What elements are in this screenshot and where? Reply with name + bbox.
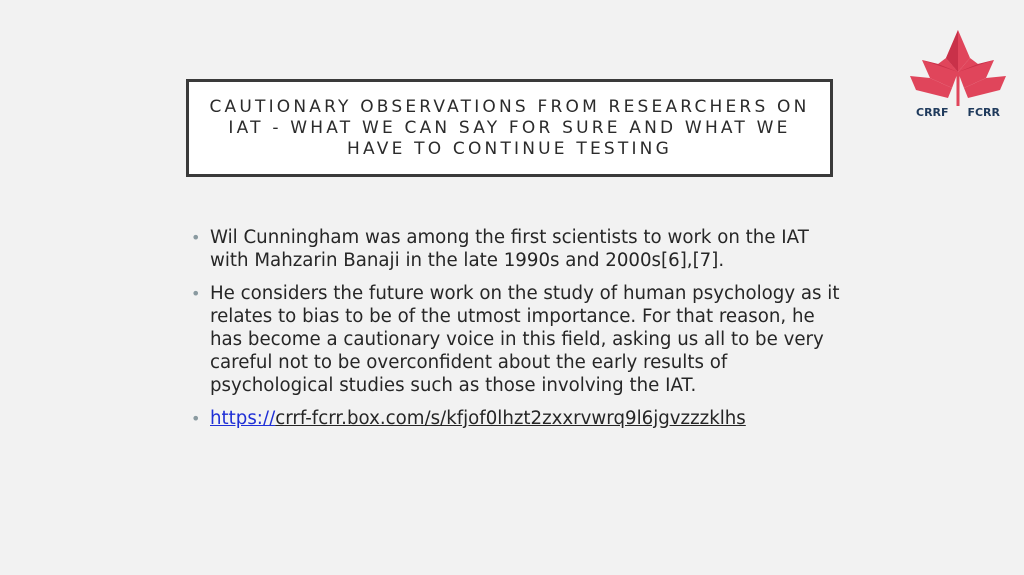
bullet-icon: • xyxy=(191,284,201,303)
logo-right-text: FCRR xyxy=(967,106,1000,119)
maple-leaf-icon xyxy=(908,28,1008,108)
bullet-text: Wil Cunningham was among the first scientists to work on the IAT with Mahzarin Banaji in the late 1990s and 2000s[6],[7]. xyxy=(210,227,809,271)
bullet-text: He considers the future work on the study of human psychology as it relates to bias to be of the utmost importance. For that reason, he has become a cautionary voice in this field, asking us all to be very careful not to be overconfident about the early results of psychological studies such as those involving the IAT. xyxy=(210,283,840,396)
bullet-list xyxy=(190,226,840,440)
list-item xyxy=(190,407,840,430)
bullet-icon: • xyxy=(191,228,201,247)
slide-title: CAUTIONARY OBSERVATIONS FROM RESEARCHERS ON IAT - WHAT WE CAN SAY FOR SURE AND WHAT WE HAVE TO CONTINUE TESTING xyxy=(209,96,810,159)
box-link[interactable] xyxy=(210,408,746,429)
link-path[interactable]: crrf-fcrr.box.com/s/kfjof0lhzt2zxxrvwrq9l6jgvzzzklhs xyxy=(275,408,746,429)
crrf-logo xyxy=(908,28,1008,124)
list-item xyxy=(190,226,840,272)
logo-left-text: CRRF xyxy=(916,106,949,119)
link-protocol[interactable]: https:// xyxy=(210,408,276,429)
list-item xyxy=(190,282,840,397)
title-box xyxy=(186,79,833,177)
bullet-icon: • xyxy=(191,409,201,428)
